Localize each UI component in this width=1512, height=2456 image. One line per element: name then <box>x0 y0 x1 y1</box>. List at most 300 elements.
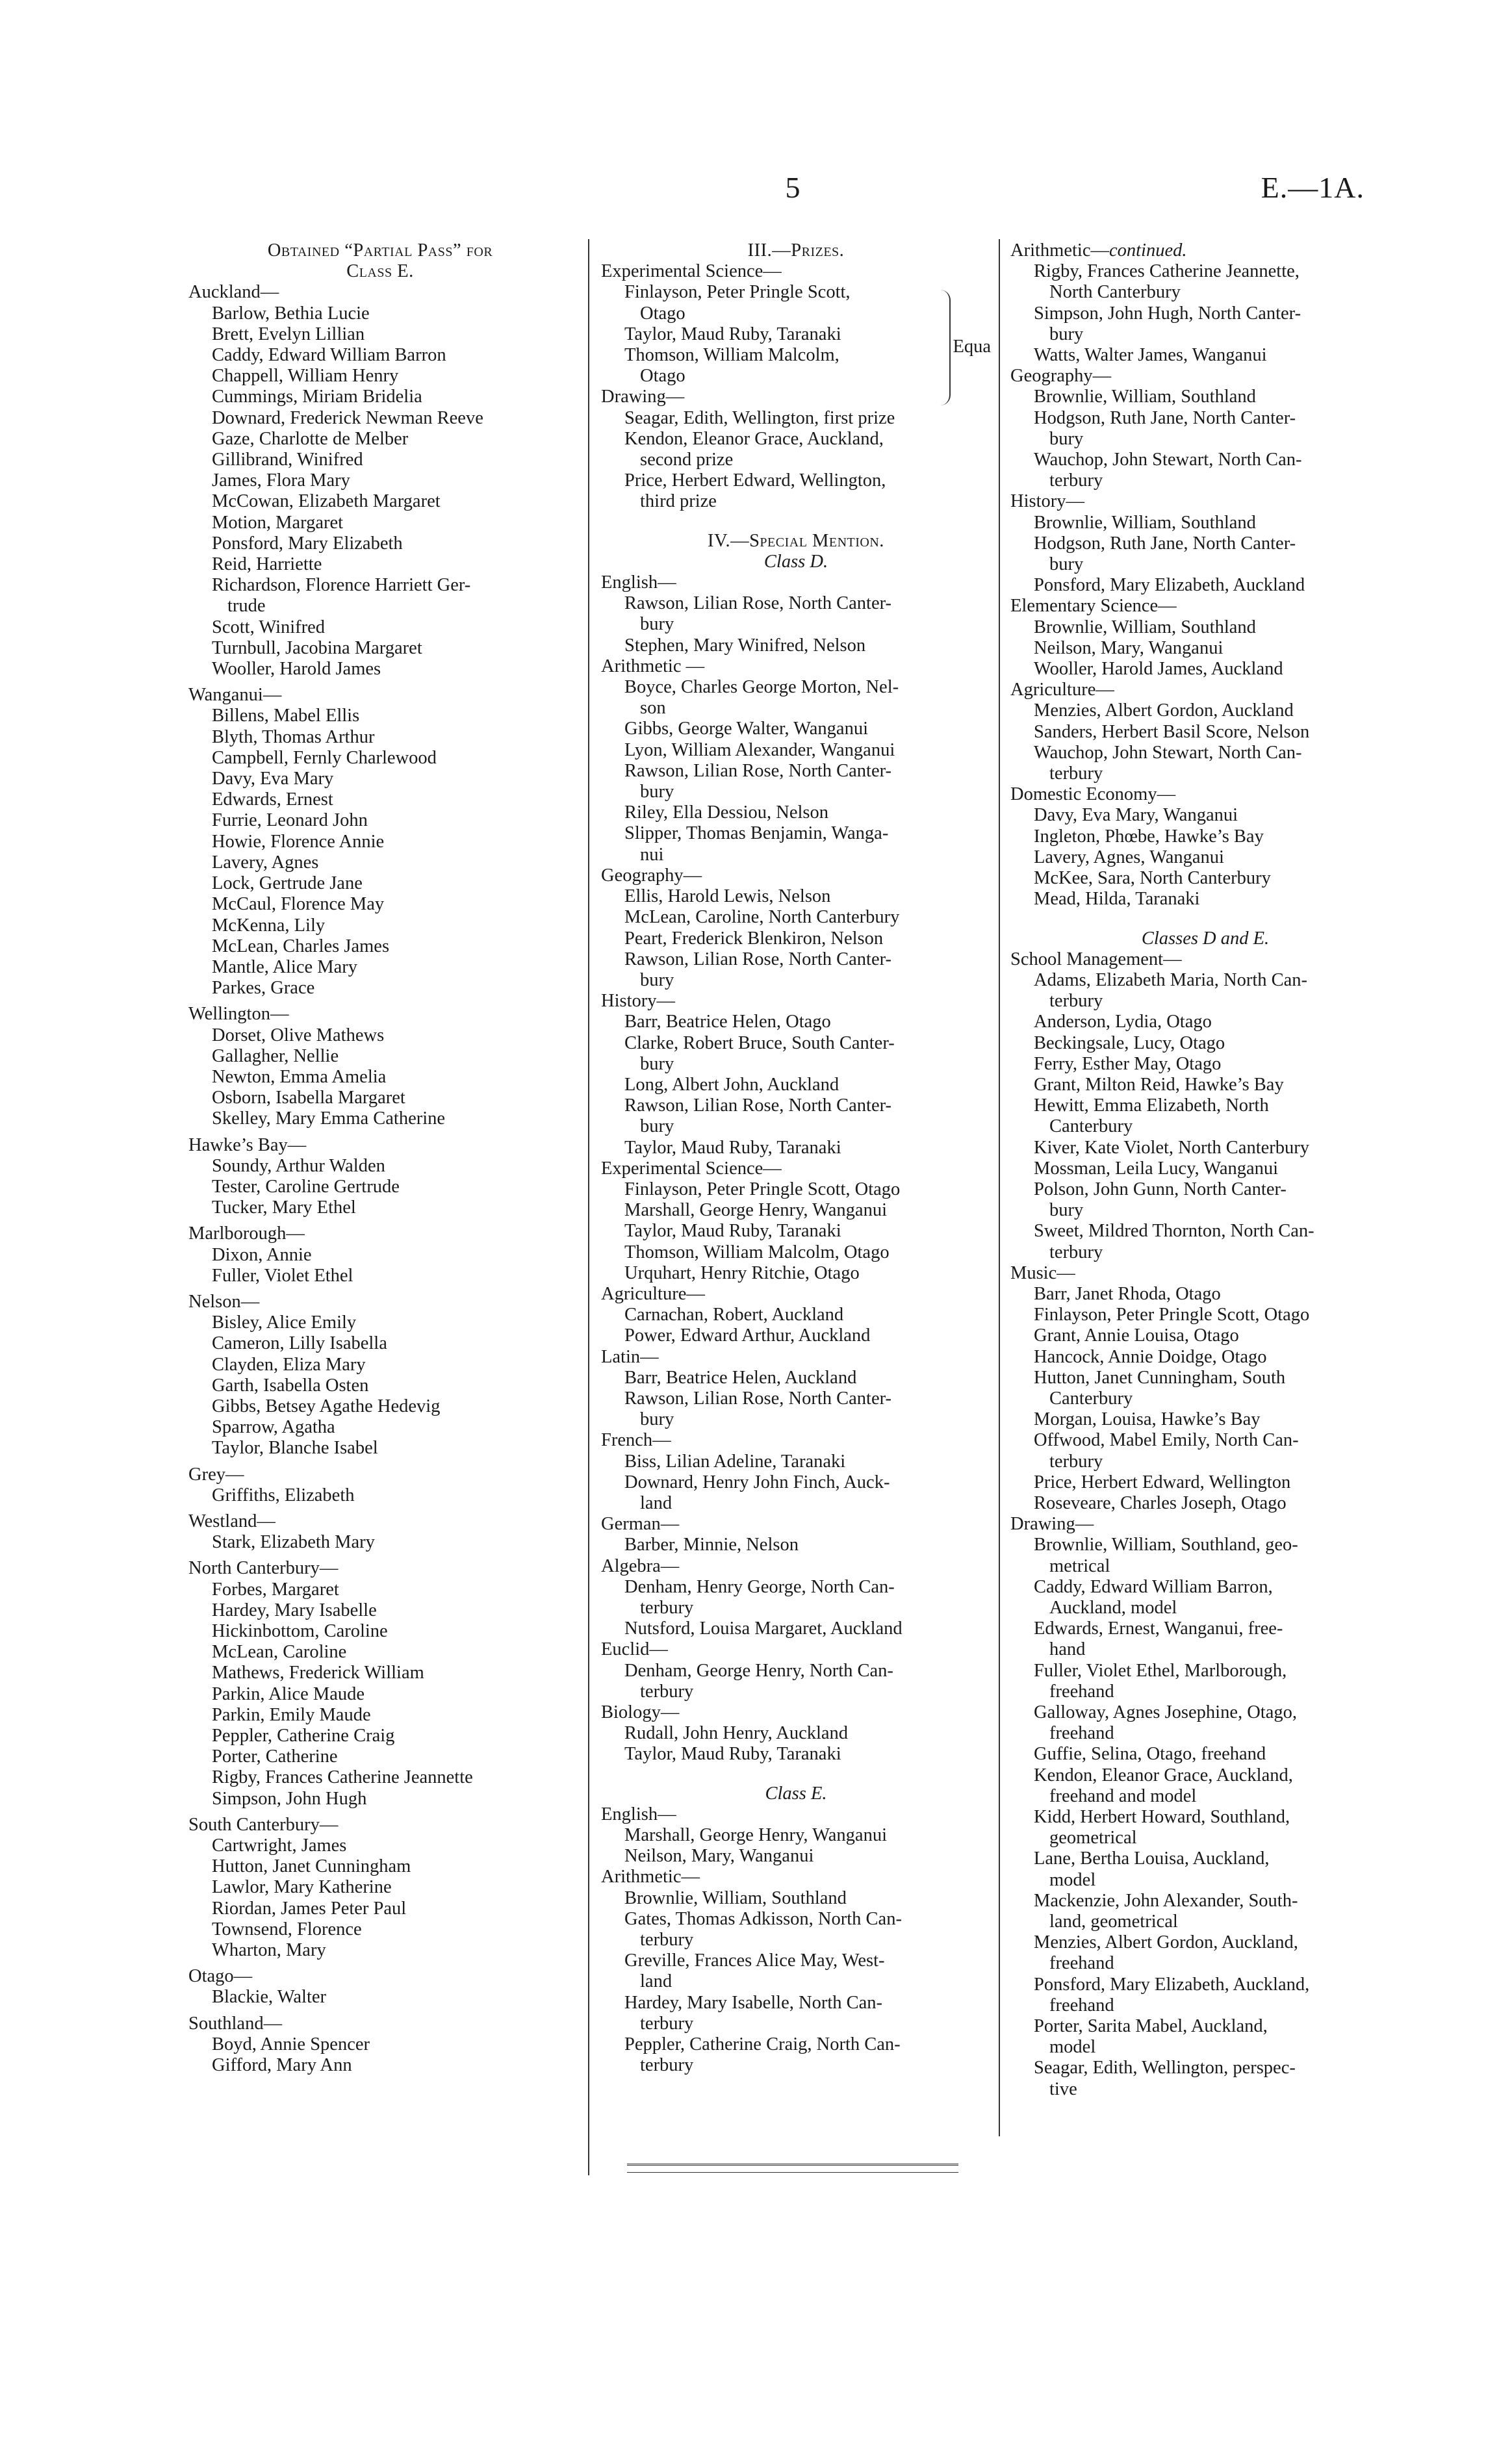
list-item: Dorset, Olive Mathews <box>212 1025 385 1045</box>
list-item: Guffie, Selina, Otago, freehand <box>1034 1744 1266 1765</box>
subject-heading-domestic-economy: Domestic Economy— <box>1010 784 1176 805</box>
list-item: Wharton, Mary <box>212 1940 326 1961</box>
list-item-continuation: Canterbury <box>1049 1116 1133 1137</box>
list-item: Price, Herbert Edward, Wellington, <box>624 470 886 491</box>
list-item: Thomson, William Malcolm, Otago <box>624 1242 890 1262</box>
list-item-continuation: Otago <box>640 366 686 387</box>
prizes-heading: III.—Prizes. <box>747 240 845 261</box>
list-item: Boyce, Charles George Morton, Nel- <box>624 677 899 698</box>
region-heading-westland: Westland— <box>188 1511 275 1531</box>
list-item: Barr, Janet Rhoda, Otago <box>1034 1283 1221 1304</box>
region-heading-nelson: Nelson— <box>188 1291 260 1312</box>
subject-heading-elementary-science: Elementary Science— <box>1010 596 1177 617</box>
list-item: Marshall, George Henry, Wanganui <box>624 1825 887 1846</box>
subject-heading-geography: Geography— <box>1010 366 1112 387</box>
list-item-continuation: freehand <box>1049 1953 1114 1974</box>
list-item: Simpson, John Hugh <box>212 1788 367 1809</box>
list-item: McLean, Caroline, North Canterbury <box>624 907 900 928</box>
list-item: Barber, Minnie, Nelson <box>624 1535 799 1555</box>
list-item: Porter, Sarita Mabel, Auckland, <box>1034 2016 1268 2037</box>
list-item: Mead, Hilda, Taranaki <box>1034 889 1200 910</box>
list-item: Newton, Emma Amelia <box>212 1066 387 1087</box>
continued-label: continued. <box>1108 240 1187 261</box>
list-item: Turnbull, Jacobina Margaret <box>212 637 422 658</box>
column-divider-left <box>588 239 589 2175</box>
list-item-continuation: geometrical <box>1049 1828 1137 1848</box>
list-item: Caddy, Edward William Barron, <box>1034 1576 1273 1597</box>
list-item-continuation: Canterbury <box>1049 1388 1133 1409</box>
list-item: Gates, Thomas Adkisson, North Can- <box>624 1908 902 1929</box>
subject-list-biology <box>601 1723 991 1765</box>
subject-heading-experimental-science-2: Experimental Science— <box>601 1158 782 1179</box>
list-item: Taylor, Maud Ruby, Taranaki <box>624 1744 841 1765</box>
list-item: Soundy, Arthur Walden <box>212 1155 385 1176</box>
list-item-continuation: metrical <box>1049 1555 1110 1576</box>
list-item: Clayden, Eliza Mary <box>212 1354 366 1375</box>
subject-list-history <box>601 1012 991 1158</box>
list-item-continuation: North Canterbury <box>1049 282 1181 303</box>
list-item: Sanders, Herbert Basil Score, Nelson <box>1034 721 1310 742</box>
list-item-continuation: freehand <box>1049 1723 1114 1744</box>
region-heading-southland: Southland— <box>188 2013 283 2034</box>
list-item: Downard, Frederick Newman Reeve <box>212 407 483 428</box>
region-list-otago <box>188 1987 572 2008</box>
list-item: Ponsford, Mary Elizabeth, Auckland, <box>1034 1974 1310 1995</box>
list-item: Anderson, Lydia, Otago <box>1034 1012 1212 1032</box>
list-item: Offwood, Mabel Emily, North Can- <box>1034 1430 1299 1451</box>
subject-list-arithmetic <box>601 677 991 865</box>
list-item-continuation: nui <box>640 844 664 865</box>
list-item: Mantle, Alice Mary <box>212 956 357 977</box>
subject-list-latin <box>601 1368 991 1431</box>
subject-heading-drawing: Drawing— <box>1010 1514 1094 1535</box>
list-item: Power, Edward Arthur, Auckland <box>624 1325 871 1346</box>
list-item: Lavery, Agnes <box>212 852 319 873</box>
list-item: McLean, Charles James <box>212 936 390 956</box>
subject-heading-biology: Biology— <box>601 1702 680 1723</box>
subject-heading-algebra: Algebra— <box>601 1555 680 1576</box>
subject-list-german <box>601 1535 991 1555</box>
list-item: Lane, Bertha Louisa, Auckland, <box>1034 1848 1270 1869</box>
section-heading-class: Class E. <box>346 261 414 282</box>
subject-heading-latin: Latin— <box>601 1346 659 1367</box>
section-heading: Obtained “Partial Pass” for <box>267 240 493 261</box>
list-item: McCowan, Elizabeth Margaret <box>212 491 441 512</box>
list-item: Scott, Winifred <box>212 617 326 637</box>
list-item: Price, Herbert Edward, Wellington <box>1034 1472 1291 1492</box>
list-item: Hodgson, Ruth Jane, North Canter- <box>1034 533 1296 554</box>
list-item: Cummings, Miriam Bridelia <box>212 387 422 407</box>
list-item: Taylor, Blanche Isabel <box>212 1438 378 1459</box>
list-item: Clarke, Robert Bruce, South Canter- <box>624 1032 895 1053</box>
list-item-continuation: terbury <box>1049 763 1103 784</box>
list-item: McCaul, Florence May <box>212 894 385 915</box>
list-item: Billens, Mabel Ellis <box>212 706 360 726</box>
list-item: Gibbs, George Walter, Wanganui <box>624 719 868 739</box>
list-item-continuation: terbury <box>640 1930 694 1951</box>
list-item: Morgan, Louisa, Hawke’s Bay <box>1034 1409 1261 1430</box>
list-item: Chappell, William Henry <box>212 366 399 387</box>
list-item-continuation: hand <box>1049 1639 1086 1660</box>
list-item: Biss, Lilian Adeline, Taranaki <box>624 1451 846 1472</box>
region-heading-wellington: Wellington— <box>188 1004 289 1025</box>
list-item: Peart, Frederick Blenkiron, Nelson <box>624 928 884 949</box>
list-item: Richardson, Florence Harriett Ger- <box>212 575 471 596</box>
list-item: Gifford, Mary Ann <box>212 2055 352 2076</box>
list-item-continuation: terbury <box>1049 1242 1103 1262</box>
list-item: Kidd, Herbert Howard, Southland, <box>1034 1807 1290 1828</box>
list-item: Hutton, Janet Cunningham, South <box>1034 1367 1286 1388</box>
list-item: Brownlie, William, Southland <box>624 1887 847 1908</box>
list-item: Seagar, Edith, Wellington, perspec- <box>1034 2058 1296 2079</box>
list-item: Adams, Elizabeth Maria, North Can- <box>1034 969 1308 990</box>
list-item: Polson, John Gunn, North Canter- <box>1034 1179 1287 1199</box>
subject-heading-drawing: Drawing— <box>601 387 685 407</box>
list-item: Finlayson, Peter Pringle Scott, <box>624 282 851 303</box>
list-item: Hewitt, Emma Elizabeth, North <box>1034 1095 1269 1116</box>
subject-list-drawing <box>1010 1535 1400 2099</box>
list-item: Blyth, Thomas Arthur <box>212 726 375 747</box>
subject-list-music <box>1010 1284 1400 1514</box>
list-item: Finlayson, Peter Pringle Scott, Otago <box>1034 1305 1310 1325</box>
list-item: Kendon, Eleanor Grace, Auckland, <box>624 428 884 449</box>
list-item: Hodgson, Ruth Jane, North Canter- <box>1034 407 1296 428</box>
list-item: Porter, Catherine <box>212 1746 338 1767</box>
list-item: Brett, Evelyn Lillian <box>212 324 365 344</box>
list-item: Brownlie, William, Southland <box>1034 617 1256 637</box>
region-list-south-canterbury <box>188 1836 572 1961</box>
document-reference: E.—1A. <box>1261 171 1365 204</box>
list-item: Ponsford, Mary Elizabeth <box>212 533 403 554</box>
list-item: Denham, George Henry, North Can- <box>624 1660 893 1681</box>
list-item: Skelley, Mary Emma Catherine <box>212 1108 446 1129</box>
subject-heading-arithmetic: Arithmetic — <box>601 656 705 676</box>
list-item-continuation: land, geometrical <box>1049 1912 1178 1932</box>
list-item-continuation: land <box>640 1971 673 1992</box>
list-item: Howie, Florence Annie <box>212 831 385 852</box>
subject-heading-agriculture: Agriculture— <box>601 1283 705 1304</box>
list-item-continuation: third prize <box>640 491 717 512</box>
list-item-continuation: terbury <box>1049 991 1103 1012</box>
list-item-continuation: Otago <box>640 303 686 324</box>
list-item: Cameron, Lilly Isabella <box>212 1333 387 1354</box>
list-item: McKenna, Lily <box>212 915 326 936</box>
list-item-continuation: bury <box>640 1409 674 1430</box>
subject-heading-arithmetic-continued <box>1010 240 1400 261</box>
list-item: Edwards, Ernest, Wanganui, free- <box>1034 1618 1283 1639</box>
list-item-continuation: model <box>1049 2037 1096 2058</box>
list-item: Edwards, Ernest <box>212 789 333 810</box>
list-item-continuation: terbury <box>640 2013 694 2034</box>
list-item: Caddy, Edward William Barron <box>212 345 446 366</box>
list-item: Motion, Margaret <box>212 512 344 533</box>
list-item: Furrie, Leonard John <box>212 810 368 831</box>
subject-heading-history: History— <box>601 991 675 1012</box>
list-item-continuation: model <box>1049 1869 1096 1890</box>
list-item: Peppler, Catherine Craig, North Can- <box>624 2034 901 2055</box>
list-item-continuation: son <box>640 698 666 719</box>
subject-heading-experimental-science: Experimental Science— <box>601 261 782 282</box>
list-item-continuation: freehand <box>1049 1681 1114 1702</box>
region-list-southland <box>188 2034 572 2076</box>
list-item: Kendon, Eleanor Grace, Auckland, <box>1034 1765 1293 1785</box>
list-item: Lock, Gertrude Jane <box>212 873 363 894</box>
list-item: Stephen, Mary Winifred, Nelson <box>624 635 866 656</box>
list-item: Taylor, Maud Ruby, Taranaki <box>624 1137 841 1158</box>
list-item: Galloway, Agnes Josephine, Otago, <box>1034 1702 1297 1723</box>
list-item: Boyd, Annie Spencer <box>212 2034 370 2054</box>
list-item: Finlayson, Peter Pringle Scott, Otago <box>624 1179 901 1199</box>
list-item: Tester, Caroline Gertrude <box>212 1176 400 1197</box>
list-item: Wauchop, John Stewart, North Can- <box>1034 742 1302 763</box>
list-item-continuation: bury <box>1049 428 1084 449</box>
list-item: Rawson, Lilian Rose, North Canter- <box>624 1388 892 1409</box>
list-item: Forbes, Margaret <box>212 1579 339 1600</box>
list-item: Sparrow, Agatha <box>212 1417 335 1438</box>
list-item: Gibbs, Betsey Agathe Hedevig <box>212 1396 441 1416</box>
subject-list-english <box>601 593 991 656</box>
list-item: Brownlie, William, Southland, geo- <box>1034 1535 1298 1555</box>
list-item: Rigby, Frances Catherine Jeannette, <box>1034 261 1300 282</box>
list-item-continuation: terbury <box>640 1598 694 1618</box>
column-special-mention-cont <box>1010 240 1400 2100</box>
list-item: Carnachan, Robert, Auckland <box>624 1305 844 1325</box>
list-item: Davy, Eva Mary <box>212 769 334 789</box>
region-list-auckland-cont <box>188 617 572 680</box>
list-item-continuation: trude <box>227 596 266 617</box>
list-item: Ferry, Esther May, Otago <box>1034 1053 1222 1074</box>
class-d-heading: Class D. <box>763 551 828 572</box>
list-item: Taylor, Maud Ruby, Taranaki <box>624 324 841 344</box>
list-item: Osborn, Isabella Margaret <box>212 1088 405 1108</box>
list-item: Barlow, Bethia Lucie <box>212 303 370 324</box>
subject-heading-school-management: School Management— <box>1010 949 1182 969</box>
list-item: Hutton, Janet Cunningham <box>212 1856 411 1877</box>
list-item-continuation: terbury <box>1049 1451 1103 1472</box>
list-item: Lavery, Agnes, Wanganui <box>1034 847 1224 867</box>
region-heading-south-canterbury: South Canterbury— <box>188 1814 339 1835</box>
list-item: Wauchop, John Stewart, North Can- <box>1034 450 1302 470</box>
list-item: Mackenzie, John Alexander, South- <box>1034 1890 1298 1911</box>
list-item: Hancock, Annie Doidge, Otago <box>1034 1346 1267 1367</box>
list-item-continuation: bury <box>640 1116 674 1137</box>
curly-brace <box>940 290 951 405</box>
list-item: Kiver, Kate Violet, North Canterbury <box>1034 1137 1310 1158</box>
region-heading-hawkes-bay: Hawke’s Bay— <box>188 1134 307 1155</box>
list-item: Menzies, Albert Gordon, Auckland <box>1034 700 1294 721</box>
subject-list-agriculture <box>1010 700 1400 784</box>
list-item: Ellis, Harold Lewis, Nelson <box>624 886 831 907</box>
list-item: Slipper, Thomas Benjamin, Wanga- <box>624 823 889 844</box>
subject-heading-label: Arithmetic— <box>1010 240 1109 261</box>
subject-list-french <box>601 1452 991 1515</box>
equal-prize-group <box>601 282 991 387</box>
list-item: Parkin, Alice Maude <box>212 1683 365 1704</box>
subject-list-experimental-science <box>601 1179 991 1284</box>
subject-list-english-e <box>601 1825 991 1867</box>
region-heading-marlborough: Marlborough— <box>188 1223 305 1244</box>
region-heading-wanganui: Wanganui— <box>188 685 282 706</box>
list-item: Roseveare, Charles Joseph, Otago <box>1034 1492 1287 1513</box>
list-item: McLean, Caroline <box>212 1642 347 1663</box>
list-item: Neilson, Mary, Wanganui <box>1034 637 1224 658</box>
region-heading-otago: Otago— <box>188 1966 253 1987</box>
list-item: Mossman, Leila Lucy, Wanganui <box>1034 1158 1279 1179</box>
region-list-hawkes-bay <box>188 1156 572 1219</box>
list-item: Marshall, George Henry, Wanganui <box>624 1200 887 1221</box>
list-item: Parkes, Grace <box>212 978 315 999</box>
column-divider-right <box>999 239 1000 2136</box>
list-item: Barr, Beatrice Helen, Auckland <box>624 1367 857 1388</box>
subject-list-algebra <box>601 1577 991 1640</box>
list-item: Gallagher, Nellie <box>212 1045 339 1066</box>
list-item-continuation: land <box>640 1492 673 1513</box>
classes-d-and-e-heading: Classes D and E. <box>1141 928 1270 949</box>
subject-list-elementary-science <box>1010 617 1400 680</box>
list-item-continuation: second prize <box>640 450 734 470</box>
list-item: Fuller, Violet Ethel <box>212 1265 353 1286</box>
list-item-continuation: terbury <box>640 1681 694 1702</box>
list-item-continuation: bury <box>640 969 674 990</box>
list-item-continuation: bury <box>640 1053 674 1074</box>
region-list-auckland <box>188 303 572 576</box>
special-mention-heading: IV.—Special Mention. <box>708 530 884 551</box>
list-item-continuation: terbury <box>1049 470 1103 491</box>
list-item-continuation: Auckland, model <box>1049 1598 1177 1618</box>
list-item: Urquhart, Henry Ritchie, Otago <box>624 1262 860 1283</box>
list-item: Mathews, Frederick William <box>212 1663 424 1683</box>
list-item: Townsend, Florence <box>212 1919 362 1939</box>
list-item: Thomson, William Malcolm, <box>624 345 839 366</box>
region-list-nelson <box>188 1312 572 1459</box>
list-item: McKee, Sara, North Canterbury <box>1034 868 1271 889</box>
list-item: Rawson, Lilian Rose, North Canter- <box>624 760 892 781</box>
subject-list-geography <box>601 886 991 991</box>
list-item: Riordan, James Peter Paul <box>212 1898 407 1919</box>
list-item: Seagar, Edith, Wellington, first prize <box>624 407 895 428</box>
list-item: Cartwright, James <box>212 1836 347 1856</box>
list-item: Brownlie, William, Southland <box>1034 512 1256 533</box>
list-item: Parkin, Emily Maude <box>212 1704 371 1725</box>
list-item: Grant, Milton Reid, Hawke’s Bay <box>1034 1074 1284 1095</box>
list-item: Wooller, Harold James <box>212 659 381 680</box>
list-item: Campbell, Fernly Charlewood <box>212 747 437 768</box>
subject-heading-french: French— <box>601 1430 671 1451</box>
column-partial-pass <box>188 240 572 2076</box>
subject-heading-german: German— <box>601 1514 680 1535</box>
subject-heading-euclid: Euclid— <box>601 1639 668 1660</box>
list-item: Davy, Eva Mary, Wanganui <box>1034 805 1238 826</box>
class-e-heading: Class E. <box>765 1783 827 1804</box>
region-list-wellington <box>188 1025 572 1130</box>
list-item: Taylor, Maud Ruby, Taranaki <box>624 1221 841 1242</box>
subject-heading-music: Music— <box>1010 1262 1075 1283</box>
list-item: Sweet, Mildred Thornton, North Can- <box>1034 1221 1314 1242</box>
list-item: Stark, Elizabeth Mary <box>212 1532 375 1553</box>
list-item: Brownlie, William, Southland <box>1034 387 1256 407</box>
subject-list-history <box>1010 513 1400 596</box>
subject-list-domestic-economy <box>1010 805 1400 910</box>
list-item: James, Flora Mary <box>212 470 350 491</box>
list-item: Beckingsale, Lucy, Otago <box>1034 1032 1225 1053</box>
subject-list-geography <box>1010 387 1400 491</box>
list-item: Griffiths, Elizabeth <box>212 1485 355 1505</box>
region-list-north-canterbury <box>188 1580 572 1810</box>
list-item: Hickinbottom, Caroline <box>212 1621 388 1641</box>
list-item: Reid, Harriette <box>212 554 322 575</box>
list-item: Dixon, Annie <box>212 1244 312 1265</box>
list-item: Bisley, Alice Emily <box>212 1312 357 1333</box>
list-item: Barr, Beatrice Helen, Otago <box>624 1012 831 1032</box>
subject-heading-agriculture: Agriculture— <box>1010 680 1114 700</box>
subject-heading-english: English— <box>601 572 676 593</box>
list-item: Blackie, Walter <box>212 1987 327 2008</box>
region-list-westland <box>188 1532 572 1553</box>
list-item-continuation: freehand and model <box>1049 1785 1197 1806</box>
list-item: Riley, Ella Dessiou, Nelson <box>624 802 828 823</box>
region-list-marlborough <box>188 1245 572 1286</box>
list-item-continuation: bury <box>640 614 674 635</box>
list-item-continuation: bury <box>1049 324 1084 344</box>
list-item: Simpson, John Hugh, North Canter- <box>1034 303 1301 324</box>
list-item: Hardey, Mary Isabelle <box>212 1600 377 1620</box>
list-item-continuation: terbury <box>640 2055 694 2076</box>
list-item: Fuller, Violet Ethel, Marlborough, <box>1034 1660 1287 1681</box>
list-item: Rawson, Lilian Rose, North Canter- <box>624 593 892 614</box>
subject-list-school-management <box>1010 970 1400 1263</box>
region-heading-grey: Grey— <box>188 1464 244 1485</box>
list-item: Rawson, Lilian Rose, North Canter- <box>624 1095 892 1116</box>
list-item: Hardey, Mary Isabelle, North Can- <box>624 1992 883 2013</box>
subject-heading-geography: Geography— <box>601 865 702 886</box>
region-heading-auckland: Auckland— <box>188 282 279 303</box>
list-item-continuation: bury <box>1049 1200 1084 1221</box>
list-item-continuation: freehand <box>1049 1995 1114 2015</box>
subject-list-euclid <box>601 1661 991 1702</box>
list-item: Ponsford, Mary Elizabeth, Auckland <box>1034 575 1305 596</box>
list-item: Garth, Isabella Osten <box>212 1375 369 1396</box>
list-item: Wooller, Harold James, Auckland <box>1034 659 1283 680</box>
list-item: Nutsford, Louisa Margaret, Auckland <box>624 1618 903 1639</box>
list-item: Lawlor, Mary Katherine <box>212 1877 392 1898</box>
list-item: Grant, Annie Louisa, Otago <box>1034 1325 1239 1346</box>
region-list-grey <box>188 1485 572 1506</box>
list-item: Gaze, Charlotte de Melber <box>212 428 409 449</box>
list-item: Greville, Frances Alice May, West- <box>624 1951 885 1971</box>
list-item-continuation: bury <box>640 782 674 802</box>
region-list-wanganui <box>188 706 572 999</box>
end-rule <box>627 2164 958 2173</box>
region-heading-north-canterbury: North Canterbury— <box>188 1558 339 1579</box>
list-item: Neilson, Mary, Wanganui <box>624 1846 814 1867</box>
list-item: Lyon, William Alexander, Wanganui <box>624 739 895 760</box>
list-item: Denham, Henry George, North Can- <box>624 1576 895 1597</box>
list-item-continuation: bury <box>1049 554 1084 575</box>
subject-heading-arithmetic-e: Arithmetic— <box>601 1867 700 1887</box>
list-item: Rigby, Frances Catherine Jeannette <box>212 1767 473 1788</box>
subject-heading-english-e: English— <box>601 1804 676 1824</box>
list-item: Menzies, Albert Gordon, Auckland, <box>1034 1932 1298 1953</box>
list-item: Watts, Walter James, Wanganui <box>1034 345 1267 366</box>
subject-list-arithmetic-e <box>601 1888 991 2077</box>
page-number: 5 <box>785 171 801 204</box>
column-prizes <box>601 240 991 2076</box>
list-item: Rawson, Lilian Rose, North Canter- <box>624 949 892 969</box>
subject-list-agriculture <box>601 1305 991 1346</box>
list-item: Ingleton, Phœbe, Hawke’s Bay <box>1034 826 1264 847</box>
list-item: Downard, Henry John Finch, Auck- <box>624 1472 890 1492</box>
subject-heading-history: History— <box>1010 491 1084 512</box>
